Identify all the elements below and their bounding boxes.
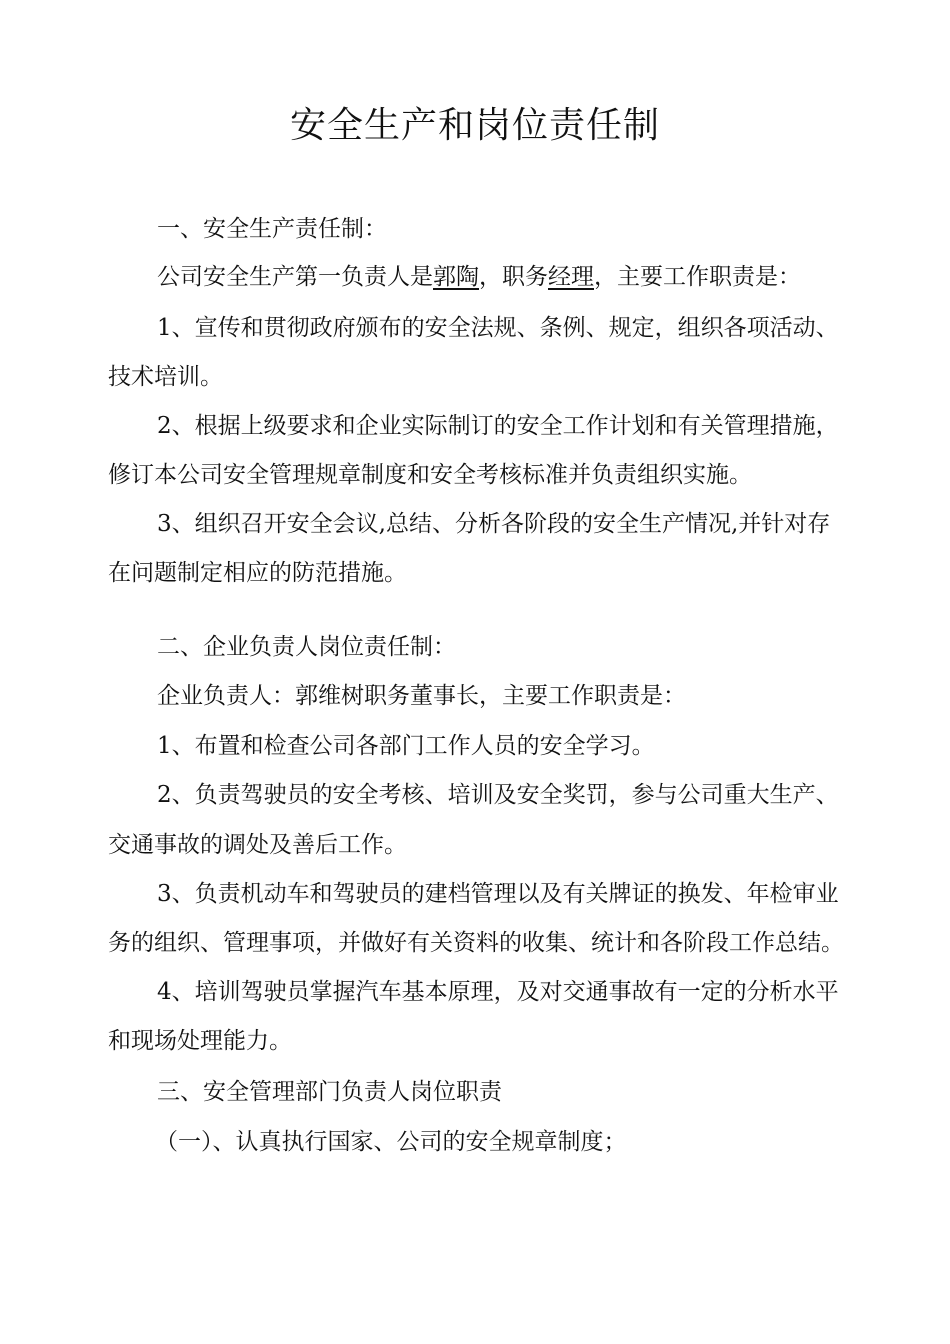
section2-item4-line2: 和现场处理能力。	[108, 1028, 292, 1054]
first-responsible-name: 郭陶	[433, 264, 479, 290]
section2-item2-line2: 交通事故的调处及善后工作。	[108, 832, 407, 858]
section1-intro	[157, 262, 801, 292]
section3-heading: 三、安全管理部门负责人岗位职责	[157, 1079, 502, 1105]
section2-item4-line1: 4、培训驾驶员掌握汽车基本原理，及对交通事故有一定的分析水平	[157, 979, 839, 1005]
section2-item2-line1: 2、负责驾驶员的安全考核、培训及安全奖罚，参与公司重大生产、	[157, 782, 839, 808]
section3-item1: （一）、认真执行国家、公司的安全规章制度；	[155, 1129, 627, 1155]
first-responsible-position: 经理	[548, 264, 594, 290]
intro-suffix: ，主要工作职责是：	[594, 264, 801, 290]
document-title: 安全生产和岗位责任制	[289, 105, 660, 146]
section1-item2-line2: 修订本公司安全管理规章制度和安全考核标准并负责组织实施。	[108, 462, 752, 488]
section2-item3-line2: 务的组织、管理事项，并做好有关资料的收集、统计和各阶段工作总结。	[108, 930, 844, 956]
section1-item2-line1: 2、根据上级要求和企业实际制订的安全工作计划和有关管理措施，	[157, 413, 839, 439]
section2-item3-line1: 3、负责机动车和驾驶员的建档管理以及有关牌证的换发、年检审业	[157, 881, 839, 907]
section2-heading: 二、企业负责人岗位责任制：	[157, 634, 456, 660]
section1-item3-line2: 在问题制定相应的防范措施。	[108, 560, 407, 586]
section1-item1-line2: 技术培训。	[108, 364, 223, 390]
section2-item1: 1、布置和检查公司各部门工作人员的安全学习。	[157, 733, 655, 759]
section1-heading: 一、安全生产责任制：	[157, 216, 387, 242]
section1-item1-line1: 1、宣传和贯彻政府颁布的安全法规、条例、规定，组织各项活动、	[157, 315, 839, 341]
intro-prefix: 公司安全生产第一负责人是	[157, 264, 433, 290]
section2-intro: 企业负责人：郭维树职务董事长，主要工作职责是：	[157, 683, 686, 709]
section1-item3-line1: 3、组织召开安全会议,总结、分析各阶段的安全生产情况,并针对存	[157, 511, 831, 537]
intro-mid: ，职务	[479, 264, 548, 290]
